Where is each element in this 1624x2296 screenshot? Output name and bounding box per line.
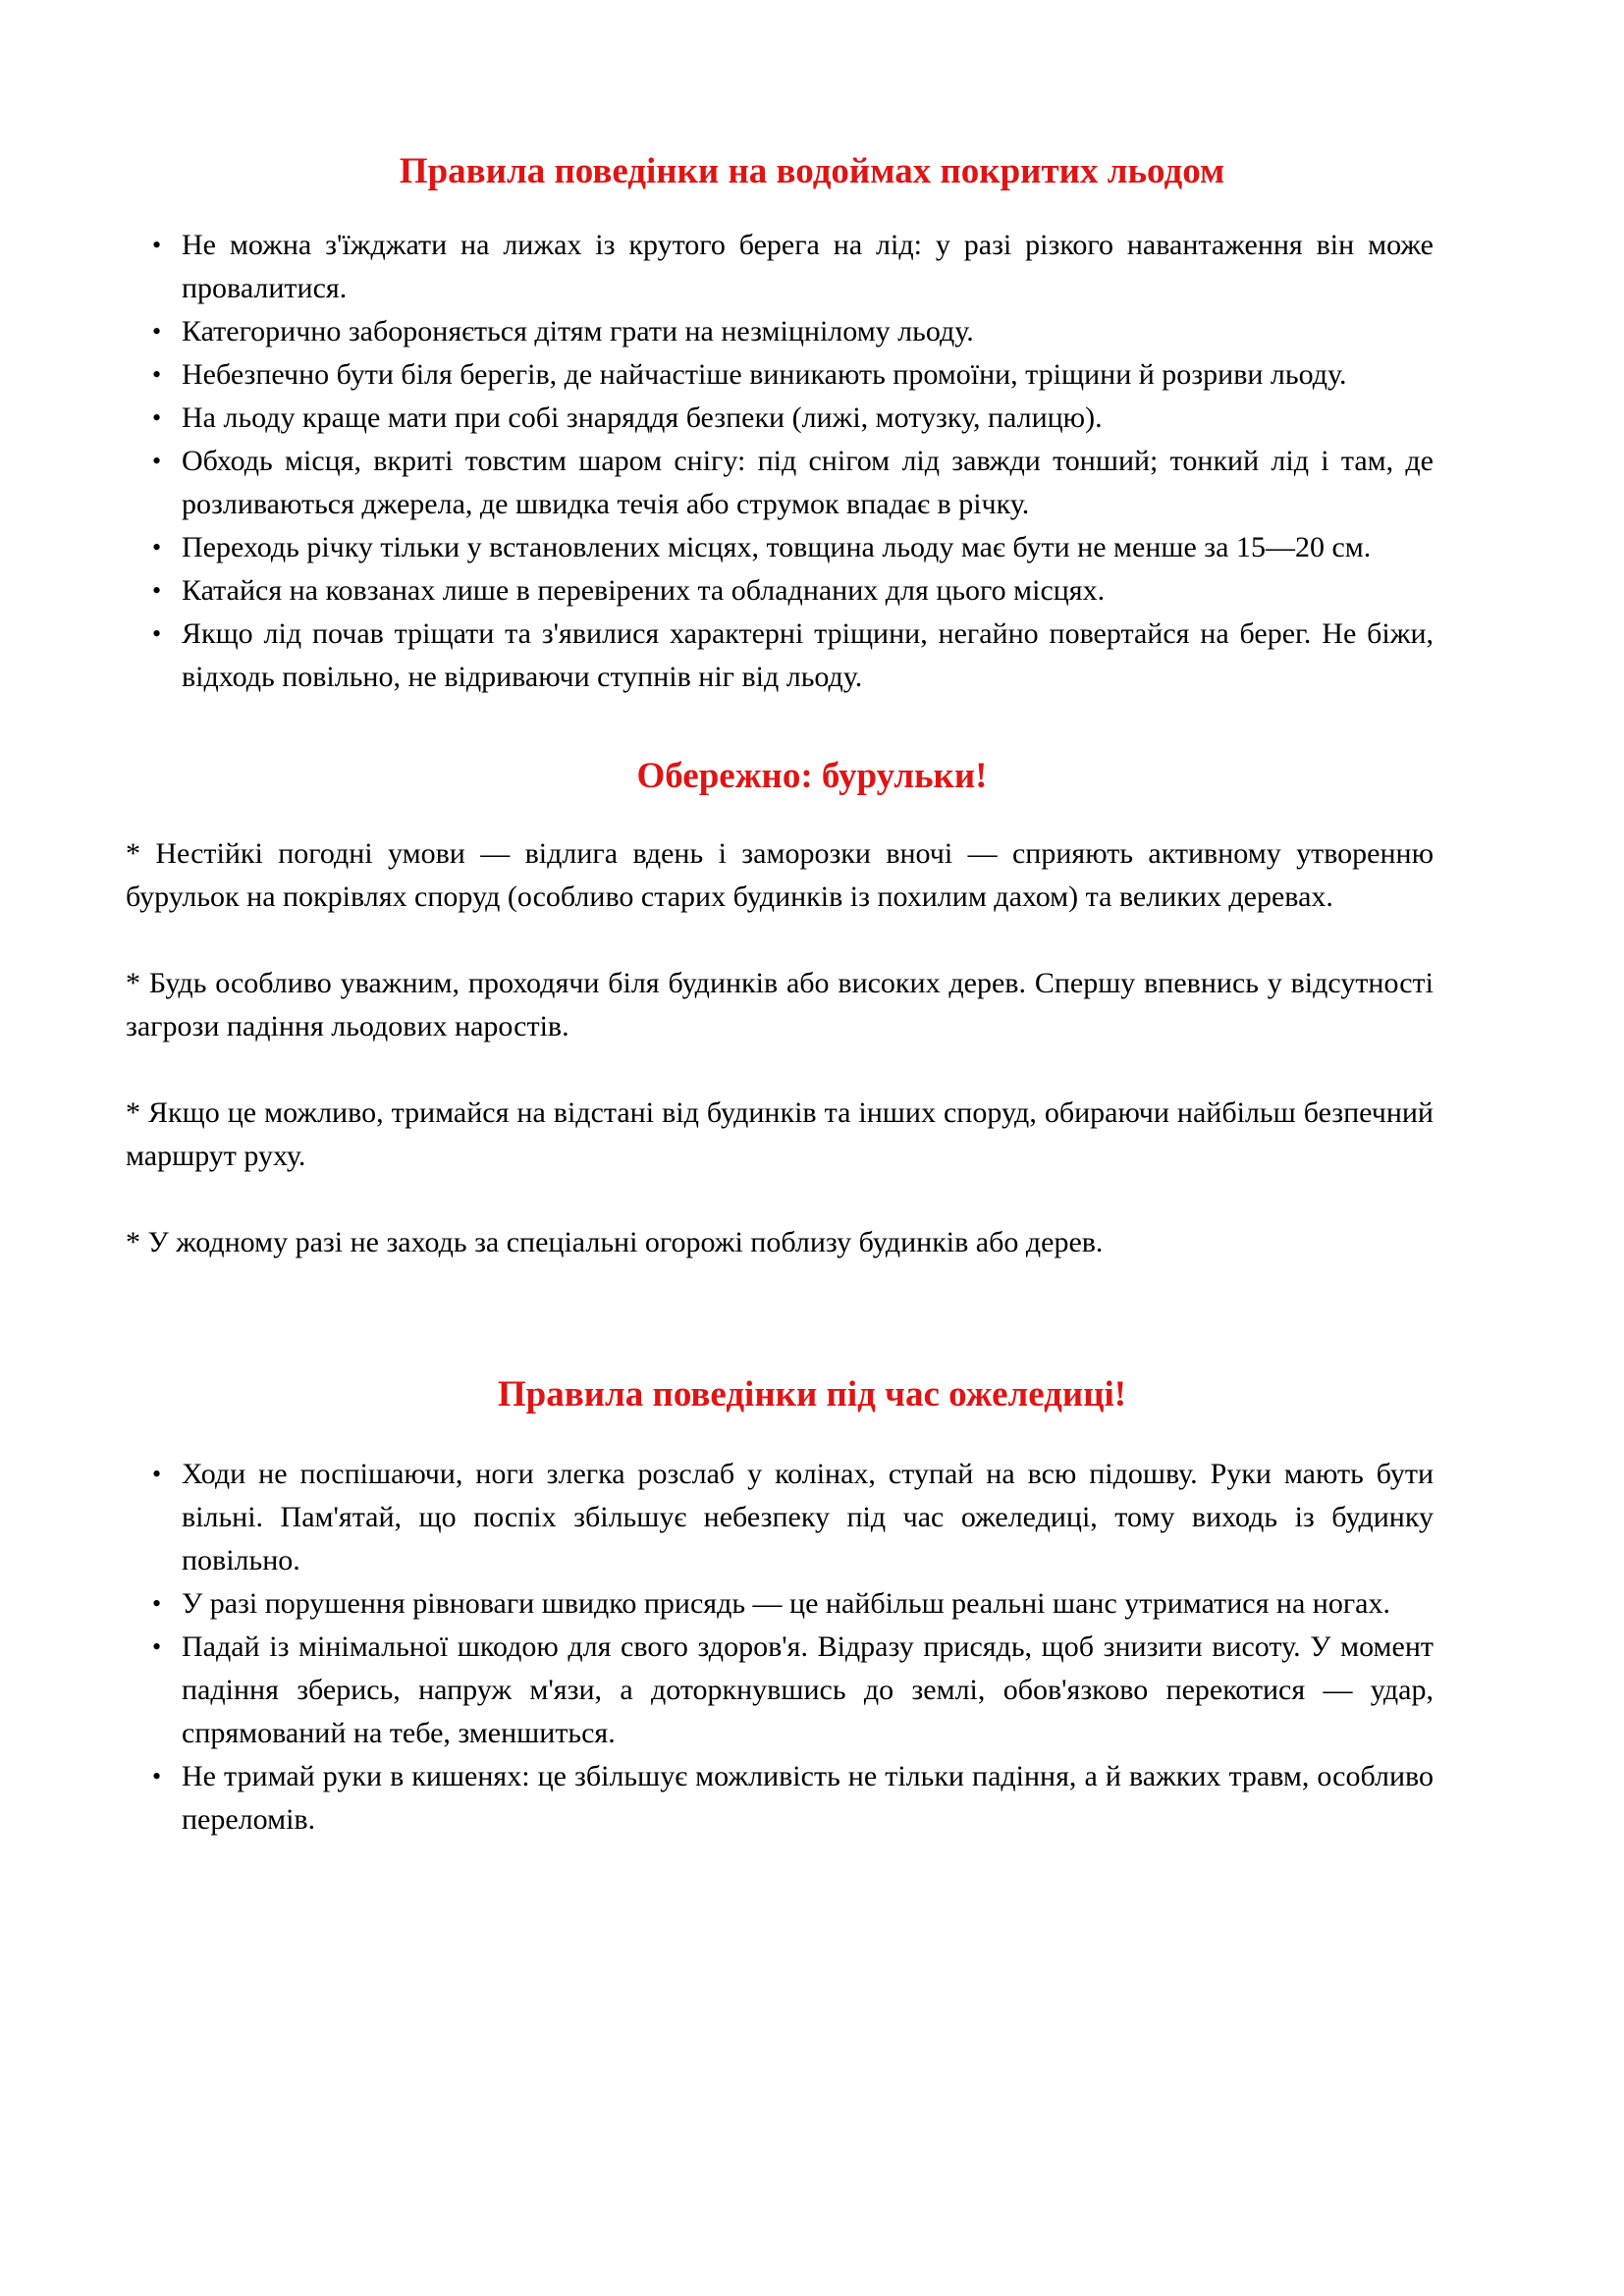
list-item [126, 310, 1434, 353]
icicles-paragraph: * У жодному разі не заходь за спеціальні огорожі поблизу будинків або дерев. [126, 1226, 1104, 1258]
list-item-text: Обходь місця, вкриті товстим шаром снігу: під снігом лід завжди тонший; тонкий лід і там, де розливаються джерела, де швидка течія або струмок впадає в річку. [182, 445, 1434, 520]
bullet-marker: • [152, 447, 162, 475]
glaze-ice-rules-list [126, 1453, 1434, 1842]
list-item-text: Ходи не поспішаючи, ноги злегка розслаб у колінах, ступай на всю підошву. Руки мають бути вільні. Пам'ятай, що поспіх збільшує небезпеку під час ожеледиці, тому виходь із будинку повільно. [182, 1458, 1434, 1576]
heading-glaze-ice-rules: Правила поведінки під час ожеледиці! [497, 1374, 1127, 1415]
list-item-text: На льоду краще мати при собі знаряддя безпеки (лижі, мотузку, палицю). [182, 401, 1103, 434]
ice-water-rules-list [126, 224, 1434, 699]
list-item [126, 1582, 1434, 1626]
list-item-text: Категорично забороняється дітям грати на незміцнілому льоду. [182, 315, 974, 347]
list-item [126, 526, 1434, 569]
list-item [126, 569, 1434, 613]
list-item-text: Катайся на ковзанах лише в перевірених та обладнаних для цього місцях. [182, 574, 1106, 607]
bullet-marker: • [152, 1762, 162, 1790]
list-item [126, 613, 1434, 699]
bullet-marker: • [152, 403, 162, 432]
list-item [126, 440, 1434, 526]
bullet-marker: • [152, 1460, 162, 1488]
bullet-marker: • [152, 619, 162, 648]
list-item [126, 224, 1434, 310]
list-item [126, 1755, 1434, 1842]
list-item-text: Не можна з'їжджати на лижах із крутого берега на лід: у разі різкого навантаження він може провалитися. [182, 229, 1434, 304]
bullet-marker: • [152, 576, 162, 605]
bullet-marker: • [152, 1589, 162, 1618]
icicles-paragraph: * Якщо це можливо, тримайся на відстані від будинків та інших споруд, обираючи найбільш безпечний маршрут руху. [126, 1096, 1434, 1172]
bullet-marker: • [152, 231, 162, 259]
list-item [126, 397, 1434, 440]
bullet-marker: • [152, 317, 162, 346]
list-item-text: Падай із мінімальної шкодою для свого здоров'я. Відразу присядь, щоб знизити висоту. У момент падіння зберись, напруж м'язи, а доторкнувшись до землі, обов'язково перекотися — удар, спрямований на тебе, зменшиться. [182, 1630, 1434, 1749]
bullet-marker: • [152, 1632, 162, 1661]
heading-ice-water-rules: Правила поведінки на водоймах покритих льодом [399, 151, 1225, 191]
bullet-marker: • [152, 533, 162, 561]
bullet-marker: • [152, 360, 162, 389]
list-item [126, 1626, 1434, 1755]
list-item-text: Небезпечно бути біля берегів, де найчастіше виникають промоїни, тріщини й розриви льоду. [182, 358, 1347, 391]
heading-icicles-warning: Обережно: бурульки! [636, 756, 988, 796]
list-item-text: Переходь річку тільки у встановлених місцях, товщина льоду має бути не менше за 15—20 см. [182, 531, 1372, 563]
icicles-paragraph: * Нестійкі погодні умови — відлига вдень і заморозки вночі — сприяють активному утворенню бурульок на покрівлях споруд (особливо старих будинків із похилим дахом) та великих деревах. [126, 837, 1434, 913]
list-item-text: Якщо лід почав тріщати та з'явилися характерні тріщини, негайно повертайся на берег. Не біжи, відходь повільно, не відриваючи ступнів ніг від льоду. [182, 617, 1434, 693]
list-item [126, 1453, 1434, 1582]
icicles-paragraph: * Будь особливо уважним, проходячи біля будинків або високих дерев. Спершу впевнись у відсутності загрози падіння льодових наростів. [126, 967, 1434, 1042]
list-item-text: Не тримай руки в кишенях: це збільшує можливість не тільки падіння, а й важких травм, особливо переломів. [182, 1760, 1434, 1836]
list-item [126, 353, 1434, 397]
list-item-text: У разі порушення рівноваги швидко присядь — це найбільш реальні шанс утриматися на ногах. [182, 1587, 1390, 1620]
